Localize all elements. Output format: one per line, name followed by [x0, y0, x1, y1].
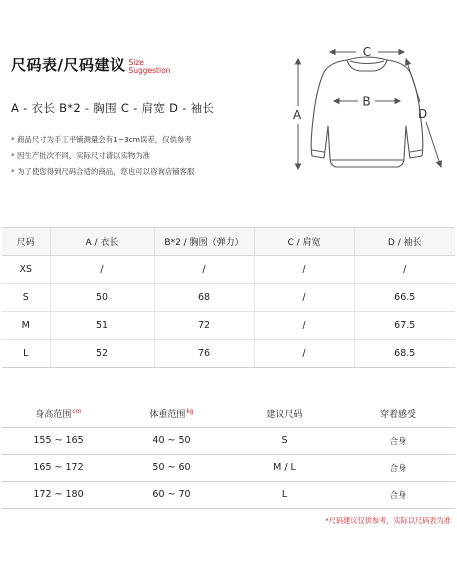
- table-cell: 76: [154, 340, 254, 368]
- fit-recommendation-table: [2, 400, 455, 509]
- table-row: [2, 284, 455, 312]
- label-d: D: [418, 107, 428, 121]
- sweater-outline: [311, 57, 423, 167]
- table-cell: 60 ~ 70: [115, 481, 228, 508]
- page-title-english: [128, 59, 170, 75]
- table-cell: 合身: [341, 481, 455, 508]
- table-cell: 51: [50, 312, 154, 340]
- table-row: [2, 427, 455, 454]
- table-row: [2, 312, 455, 340]
- table-row: [2, 481, 455, 508]
- table-cell: 68: [154, 284, 254, 312]
- label-b: B: [362, 94, 371, 109]
- table-row: [2, 256, 455, 284]
- header-weight-range: 体重范围: [149, 409, 186, 420]
- sweater-measurement-diagram: [280, 40, 452, 190]
- table-cell: S: [228, 427, 341, 454]
- page-title: 尺码表/尺码建议: [11, 56, 126, 74]
- column-header: 建议尺码: [228, 400, 341, 427]
- table-cell: 40 ~ 50: [115, 427, 228, 454]
- column-header: 尺码: [2, 228, 50, 256]
- label-c: C: [362, 45, 372, 59]
- unit-kg: kg: [186, 407, 194, 415]
- table-cell: 50 ~ 60: [115, 454, 228, 481]
- size-table: [2, 227, 455, 368]
- table-cell: 66.5: [354, 284, 455, 312]
- table-cell: 合身: [341, 454, 455, 481]
- table-cell: S: [2, 284, 50, 312]
- note-line: * 为了使您得到尺码合适的商品，您也可以咨询店铺客服: [11, 167, 195, 176]
- table-cell: L: [228, 481, 341, 508]
- column-header: C / 肩宽: [254, 228, 354, 256]
- table-cell: /: [50, 256, 154, 284]
- note-line: * 因生产批次不同，实际尺寸请以实物为准: [11, 151, 151, 160]
- header-height-range: 身高范围: [35, 409, 72, 420]
- page-title-row: [11, 54, 170, 75]
- table-cell: 52: [50, 340, 154, 368]
- table-cell: /: [254, 340, 354, 368]
- table-cell: 155 ~ 165: [2, 427, 115, 454]
- unit-cm: cm: [72, 407, 82, 415]
- table-cell: XS: [2, 256, 50, 284]
- title-en-line1: Size: [128, 58, 144, 67]
- column-header: 穿着感受: [341, 400, 455, 427]
- table-cell: 172 ~ 180: [2, 481, 115, 508]
- column-header: B*2 / 胸围（弹力）: [154, 228, 254, 256]
- table-row: [2, 454, 455, 481]
- table-cell: /: [254, 312, 354, 340]
- note-line: * 商品尺寸为手工平铺测量会有1~3cm误差，仅供参考: [11, 135, 192, 144]
- table-cell: /: [354, 256, 455, 284]
- size-notes: [11, 132, 194, 180]
- table-cell: L: [2, 340, 50, 368]
- size-advice-footnote: *尺码建议仅供参考，实际以尺码表为准: [325, 516, 451, 525]
- table-cell: 合身: [341, 427, 455, 454]
- table-cell: M: [2, 312, 50, 340]
- column-header: [2, 400, 115, 427]
- table-cell: /: [154, 256, 254, 284]
- table-cell: 67.5: [354, 312, 455, 340]
- table-cell: M / L: [228, 454, 341, 481]
- table-row: [2, 340, 455, 368]
- table-cell: 165 ~ 172: [2, 454, 115, 481]
- column-header: D / 袖长: [354, 228, 455, 256]
- table-cell: 50: [50, 284, 154, 312]
- table-cell: /: [254, 284, 354, 312]
- label-a: A: [293, 108, 302, 122]
- measurement-legend: A - 衣长 B*2 - 胸围 C - 肩宽 D - 袖长: [11, 101, 215, 115]
- title-en-line2: Suggestion: [128, 66, 171, 75]
- size-table-header-row: [2, 228, 455, 256]
- table-cell: /: [254, 256, 354, 284]
- fit-table-header-row: [2, 400, 455, 427]
- table-cell: 68.5: [354, 340, 455, 368]
- column-header: A / 衣长: [50, 228, 154, 256]
- column-header: [115, 400, 228, 427]
- table-cell: 72: [154, 312, 254, 340]
